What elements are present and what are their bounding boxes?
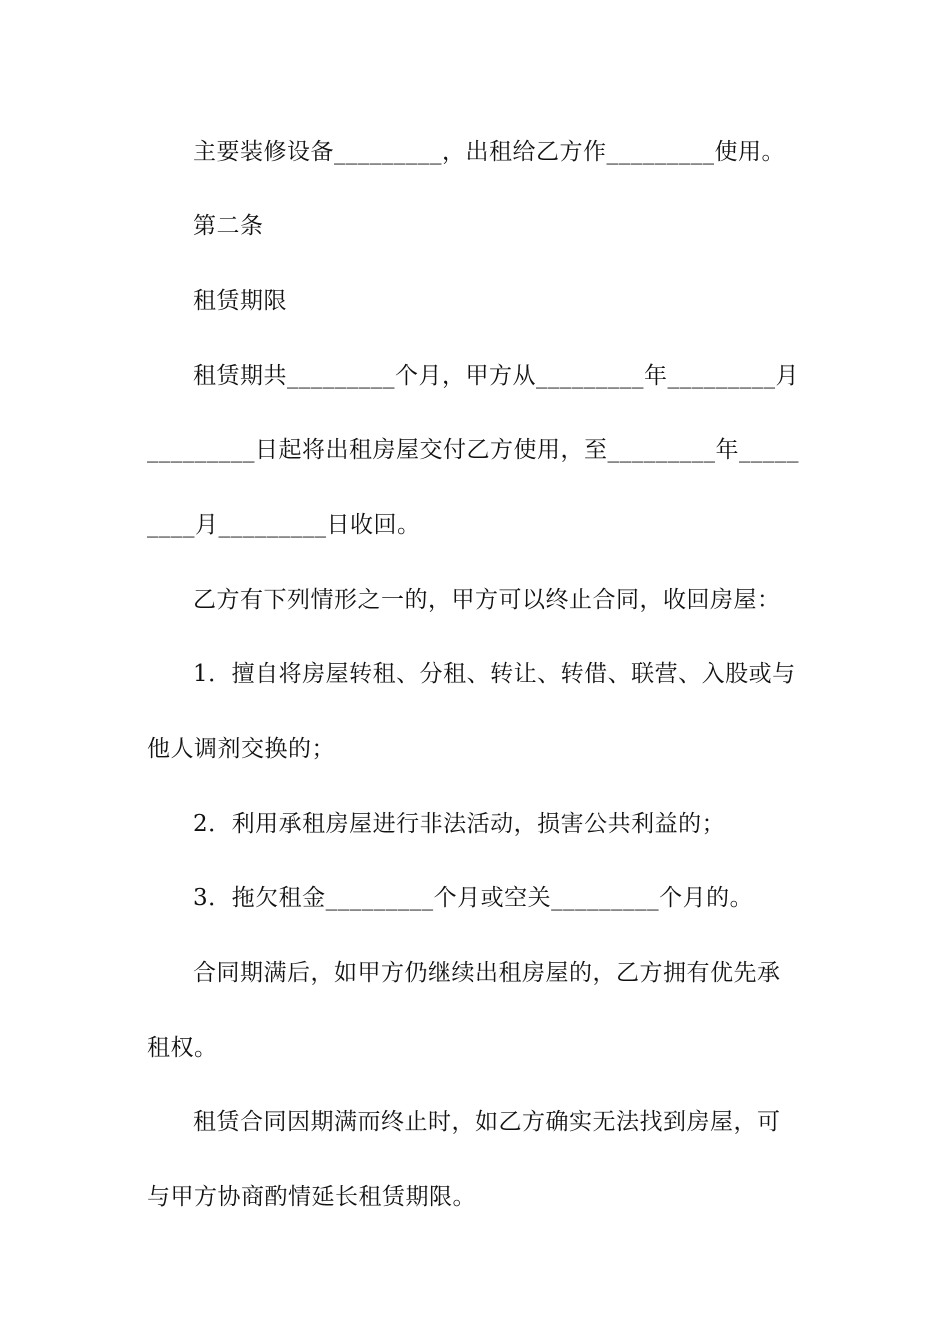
list-item-3: 3．拖欠租金_________个月或空关_________个月的。	[193, 885, 754, 911]
list-item-1: 1．擅自将房屋转租、分租、转让、转借、联营、入股或与	[193, 661, 796, 687]
text-line-extension-continued: 与甲方协商酌情延长租赁期限。	[147, 1184, 476, 1210]
text-line-delivery-date: _________日起将出租房屋交付乙方使用，至_________年_____	[147, 437, 799, 463]
section-title-lease-term: 租赁期限	[193, 288, 287, 314]
text-line-renewal-priority: 合同期满后，如甲方仍继续出租房屋的，乙方拥有优先承	[193, 960, 781, 986]
text-line-termination-intro: 乙方有下列情形之一的，甲方可以终止合同，收回房屋：	[193, 587, 781, 613]
text-line-renewal-priority-continued: 租权。	[147, 1035, 218, 1061]
text-line-equipment: 主要装修设备_________，出租给乙方作_________使用。	[193, 139, 785, 165]
list-item-2: 2．利用承租房屋进行非法活动，损害公共利益的；	[193, 811, 726, 837]
list-item-1-continued: 他人调剂交换的；	[147, 736, 335, 762]
text-line-return-date: ____月_________日收回。	[147, 512, 421, 538]
text-line-lease-period: 租赁期共_________个月，甲方从_________年_________月	[193, 363, 799, 389]
text-line-extension: 租赁合同因期满而终止时，如乙方确实无法找到房屋，可	[193, 1109, 781, 1135]
article-heading: 第二条	[193, 213, 264, 239]
